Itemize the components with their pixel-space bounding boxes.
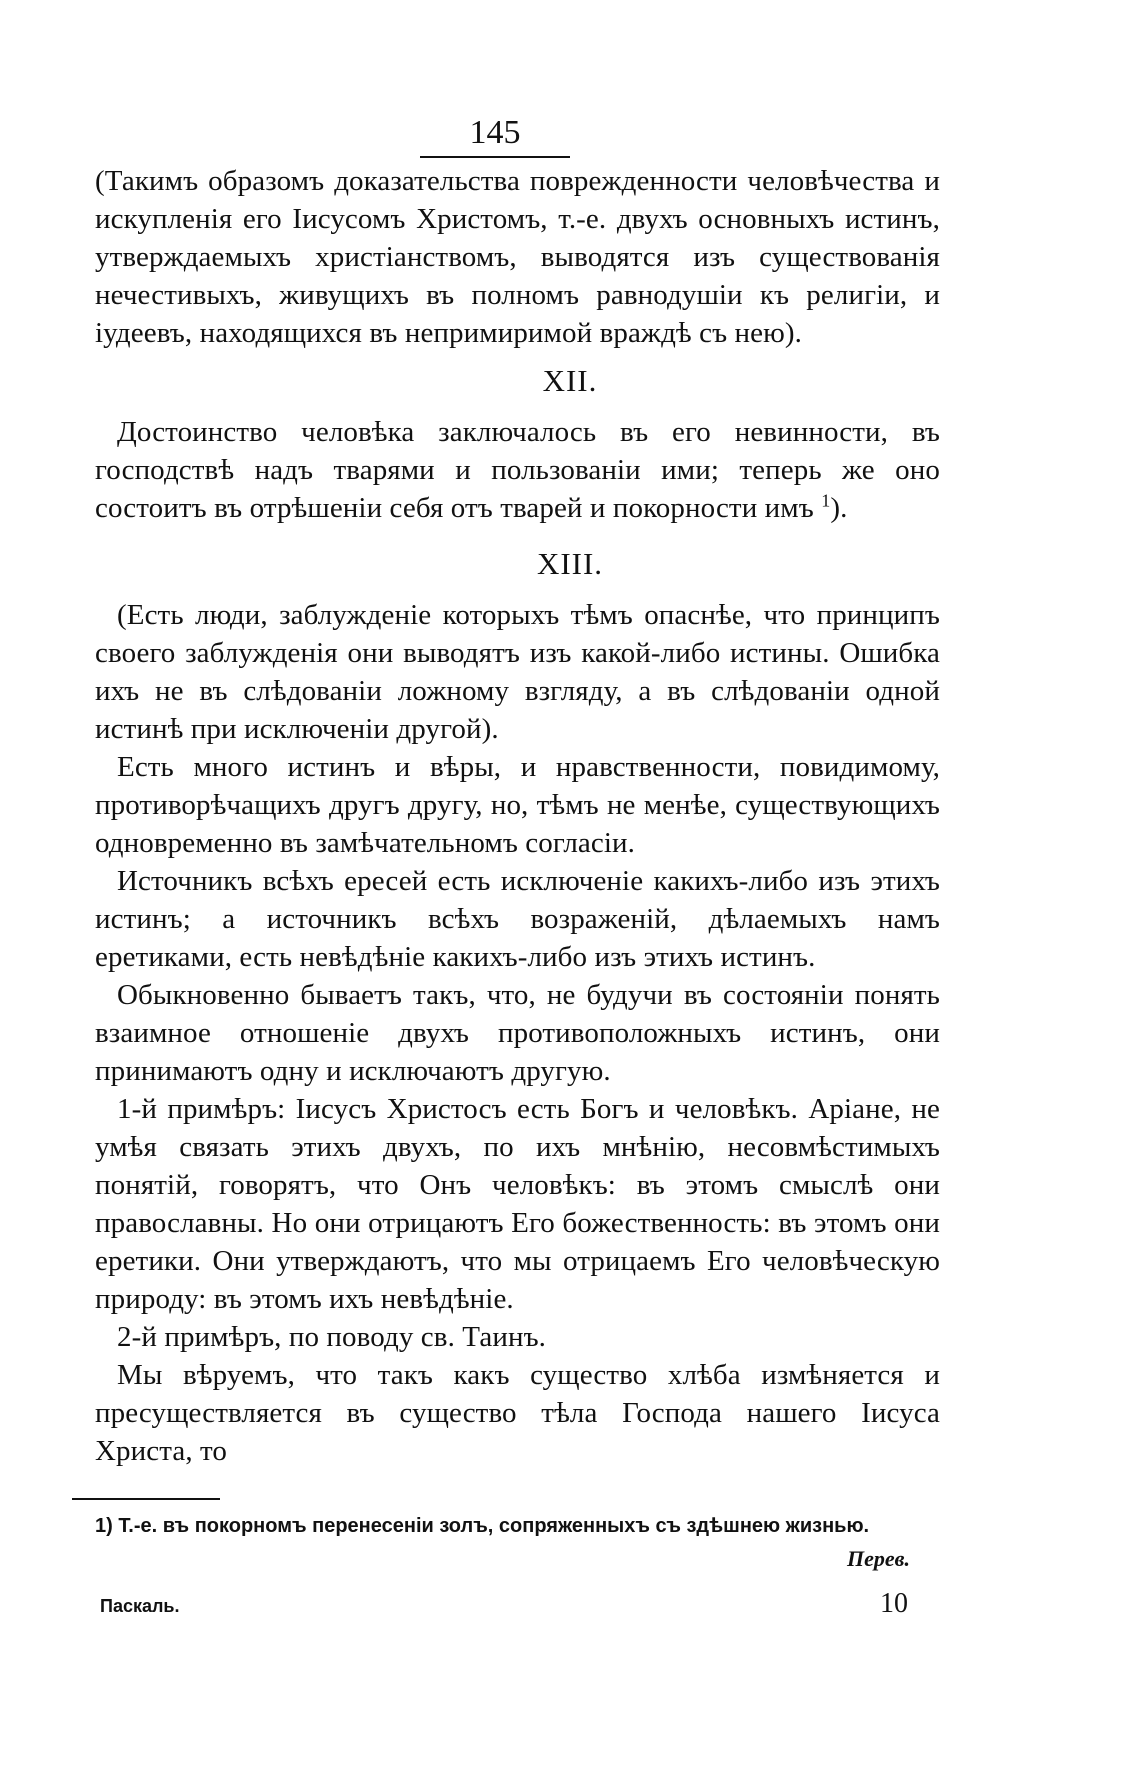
footnote [95,1512,915,1540]
printer-signature: Паскаль. [100,1596,180,1616]
footnote-separator [72,1498,220,1500]
section-xii-text: Достоинство человѣка заключалось въ его невинности, въ господствѣ надъ тварями и пользованіи ими; теперь же оно состоитъ въ отрѣшеніи себя отъ тварей и покорности имъ [95,416,940,524]
page-number: 145 [420,112,570,158]
section-xii-block [95,413,940,527]
section-xiii-paragraph-3: Источникъ всѣхъ ересей есть исключеніе какихъ-либо изъ этихъ истинъ; а источникъ всѣхъ возраженій, дѣлаемыхъ намъ еретиками, есть невѣдѣніе какихъ-либо изъ этихъ истинъ. [95,865,940,973]
section-xiii-paragraph-4: Обыкновенно бываетъ такъ, что, не будучи въ состояніи понять взаимное отношеніе двухъ противоположныхъ истинъ, они принимаютъ одну и исключаютъ другую. [95,979,940,1087]
intro-paragraph: (Такимъ образомъ доказательства поврежденности человѣчества и искупленія его Іисусомъ Христомъ, т.-е. двухъ основныхъ истинъ, утверждаемыхъ христіанствомъ, выводятся изъ существованія нечестивыхъ, живущихъ въ полномъ равнодушіи къ религіи, и іудеевъ, находящихся въ непримиримой враждѣ съ нею). [95,165,940,349]
section-xiii-paragraph-1: (Есть люди, заблужденіе которыхъ тѣмъ опаснѣе, что принципъ своего заблужденія они выводятъ изъ какой-либо истины. Ошибка ихъ не въ слѣдованіи ложному взгляду, а въ слѣдованіи одной истинѣ при исключеніи другой). [95,599,940,745]
section-xiii-paragraph-7: Мы вѣруемъ, что такъ какъ существо хлѣба измѣняется и пресуществляется въ существо тѣла Господа нашего Іисуса Христа, то [95,1359,940,1467]
section-xiii-paragraph-5: 1-й примѣръ: Іисусъ Христосъ есть Богъ и человѣкъ. Аріане, не умѣя связать этихъ двухъ, по ихъ мнѣнію, несовмѣстимыхъ понятій, говорятъ, что Онъ человѣкъ: въ этомъ смыслѣ они православны. Но они отрицаютъ Его божественность: въ этомъ они еретики. Они утверждаютъ, что мы отрицаемъ Его человѣческую природу: въ этомъ ихъ невѣдѣніе. [95,1093,940,1315]
section-xiii-paragraph-2: Есть много истинъ и вѣры, и нравственности, повидимому, противорѣчащихъ другъ другу, но, тѣмъ не менѣе, существующихъ одновременно въ замѣчательномъ согласіи. [95,751,940,859]
section-heading-xii: XII. [542,363,598,398]
section-xii-paragraph [95,413,940,527]
section-heading-xiii: XIII. [536,546,604,581]
section-xii-text-end: ). [830,492,848,524]
footnote-reference: 1 [821,490,831,511]
section-xiii-paragraph-6: 2-й примѣръ, по поводу св. Таинъ. [117,1321,547,1353]
footnote-marker: 1 [95,1515,107,1537]
intro-paragraph-block [95,162,940,352]
footnote-attribution: Перев. [847,1546,910,1571]
sheet-number: 10 [880,1588,908,1619]
section-xiii-block [95,596,940,1470]
footnote-text: ) Т.-е. въ покорномъ перенесеніи золъ, сопряженныхъ съ здѣшнею жизнью. [106,1515,870,1537]
